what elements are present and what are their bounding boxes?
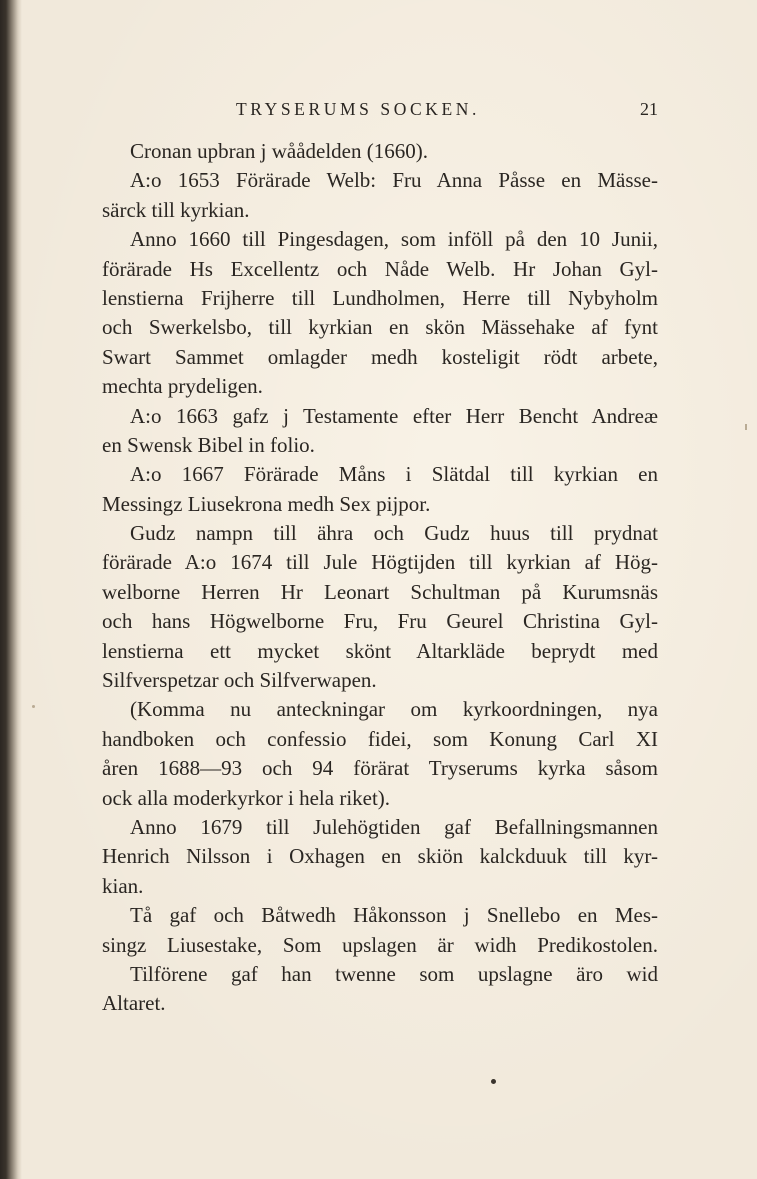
page-header — [102, 99, 658, 125]
text-line: singz Liusestake, Som upslagen är widh Predikostolen. — [102, 932, 658, 957]
book-binding-edge — [0, 0, 22, 1179]
text-line: Henrich Nilsson i Oxhagen en skiön kalckduuk till kyr- — [102, 844, 658, 869]
text-line: och hans Högwelborne Fru, Fru Geurel Christina Gyl- — [102, 609, 658, 634]
text-line: mechta prydeligen. — [102, 374, 263, 399]
text-line: Swart Sammet omlagder medh kosteligit rödt arbete, — [102, 344, 658, 369]
ink-speck — [491, 1079, 496, 1084]
text-line: A:o 1653 Förärade Welb: Fru Anna Påsse en Mässe- — [130, 168, 658, 193]
page-number: 21 — [640, 99, 658, 119]
text-line: A:o 1663 gafz j Testamente efter Herr Bencht Andreæ — [130, 403, 658, 428]
text-line: Silfverspetzar och Silfverwapen. — [102, 668, 377, 693]
text-line: handboken och confessio fidei, som Konung Carl XI — [102, 726, 658, 751]
text-line: Gudz nampn till ähra och Gudz huus till prydnat — [130, 521, 658, 546]
paper-mark — [745, 424, 747, 430]
text-line: Cronan upbran j wåådelden (1660). — [130, 139, 428, 163]
text-line: ock alla moderkyrkor i hela riket). — [102, 785, 391, 810]
text-line: förärade Hs Excellentz och Nåde Welb. Hr Johan Gyl- — [102, 256, 658, 281]
text-line: åren 1688—93 och 94 förärat Tryserums kyrka såsom — [102, 756, 658, 781]
running-head: TRYSERUMS SOCKEN. — [236, 99, 481, 119]
text-line: Tå gaf och Båtwedh Håkonsson j Snellebo en Mes- — [130, 903, 658, 928]
text-line: Altaret. — [102, 991, 166, 1016]
text-line: Messingz Liusekrona medh Sex pijpor. — [102, 491, 431, 516]
text-line: kian. — [102, 873, 144, 898]
text-line: särck till kyrkian. — [102, 197, 250, 222]
text-line: A:o 1667 Förärade Måns i Slätdal till kyrkian en — [130, 462, 658, 487]
paper-spot — [32, 705, 35, 708]
text-line: lenstierna Frijherre till Lundholmen, Herre till Nybyholm — [102, 285, 658, 310]
text-line: en Swensk Bibel in folio. — [102, 432, 315, 457]
text-line: (Komma nu anteckningar om kyrkoordningen, nya — [130, 697, 658, 722]
text-line: Tilförene gaf han twenne som upslagne äro wid — [130, 961, 658, 986]
text-line: Anno 1679 till Julehögtiden gaf Befallningsmannen — [130, 814, 658, 839]
text-line: förärade A:o 1674 till Jule Högtijden till kyrkian af Hög- — [102, 550, 658, 575]
text-line: och Swerkelsbo, till kyrkian en skön Mässehake af fynt — [102, 315, 658, 340]
body-text — [102, 137, 658, 1019]
text-line: lenstierna ett mycket skönt Altarkläde beprydt med — [102, 638, 658, 663]
text-line: Anno 1660 till Pingesdagen, som inföll på den 10 Junii, — [130, 227, 658, 252]
text-line: welborne Herren Hr Leonart Schultman på Kurumsnäs — [102, 579, 658, 604]
